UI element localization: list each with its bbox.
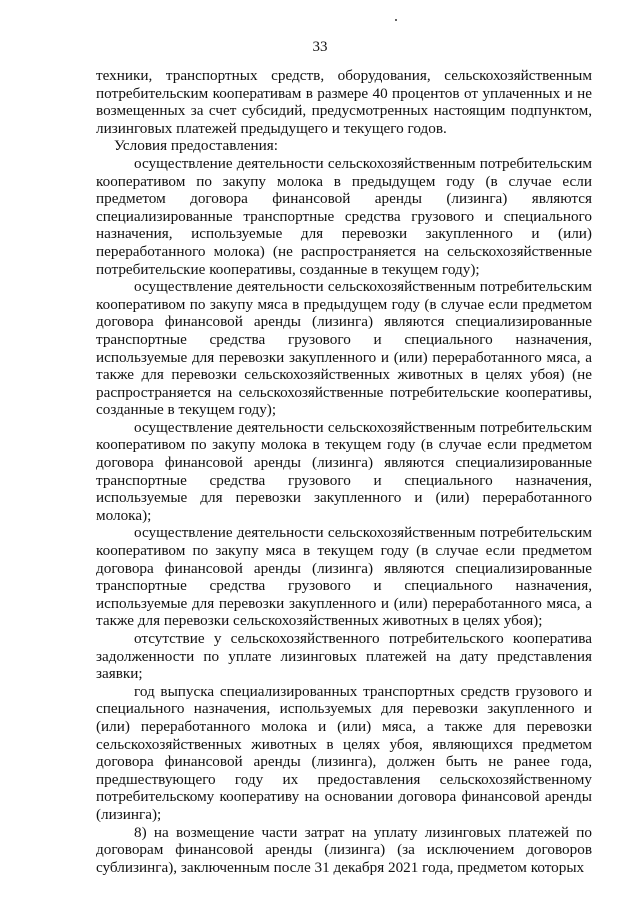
paragraph-condition-vehicle-year: год выпуска специализированных транспортных средств грузового и специального назначения, используемых для перевозки закупленного и (или) переработанного молока и (или) мяса, а также для перевозки сельскохозяйственных животных в целях убоя, являющихся предметом договора финансовой аренды (лизинга), должен быть не ранее года, предшествующего году их предоставления сельскохозяйственному потребительскому кооперативу на основании договора финансовой аренды (лизинга); — [96, 682, 592, 823]
paragraph-conditions-heading: Условия предоставления: — [114, 137, 278, 155]
paragraph-condition-no-debt: отсутствие у сельскохозяйственного потребительского кооператива задолженности по уплате лизинговых платежей на дату представления заявки; — [96, 630, 592, 683]
paragraph-continuation: техники, транспортных средств, оборудования, сельскохозяйственным потребительским кооперативам в размере 40 процентов от уплаченных и не возмещенных за счет субсидий, предусмотренных настоящим подпунктом, лизинговых платежей предыдущего и текущего годов. — [96, 67, 592, 137]
paragraph-condition-milk-current-year: осуществление деятельности сельскохозяйственным потребительским кооперативом по закупу молока в текущем году (в случае если предметом договора финансовой аренды (лизинга) являются специализированные транспортные средства грузового и специального назначения, используемые для перевозки закупленного и (или) переработанного молока); — [96, 418, 592, 524]
paragraph-condition-milk-previous-year: осуществление деятельности сельскохозяйственным потребительским кооперативом по закупу молока в предыдущем году (в случае если предметом договора финансовой аренды (лизинга) являются специализированные транспортные средства грузового и специального назначения, используемые для перевозки закупленного и (или) переработанного молока) (не распространяется на сельскохозяйственные потребительские кооперативы, созданные в текущем году); — [96, 154, 592, 278]
paragraph-condition-meat-current-year: осуществление деятельности сельскохозяйственным потребительским кооперативом по закупу мяса в текущем году (в случае если предметом договора финансовой аренды (лизинга) являются специализированные транспортные средства грузового и специального назначения, используемые для перевозки закупленного и (или) переработанного мяса, а также для перевозки сельскохозяйственных животных в целях убоя); — [96, 524, 592, 630]
page-number: 33 — [312, 39, 328, 55]
paragraph-condition-meat-previous-year: осуществление деятельности сельскохозяйственным потребительским кооперативом по закупу мяса в предыдущем году (в случае если предметом договора финансовой аренды (лизинга) являются специализированные транспортные средства грузового и специального назначения, используемые для перевозки закупленного и (или) переработанного мяса, а также для перевозки сельскохозяйственных животных в целях убоя) (не распространяется на сельскохозяйственные потребительские кооперативы, созданные в текущем году); — [96, 278, 592, 419]
paragraph-item-8: 8) на возмещение части затрат на уплату лизинговых платежей по договорам финансовой аренды (лизинга) (за исключением договоров сублизинга), заключенным после 31 декабря 2021 года, предметом которых — [96, 823, 592, 876]
scan-speck — [395, 19, 397, 21]
body-text — [96, 67, 592, 876]
